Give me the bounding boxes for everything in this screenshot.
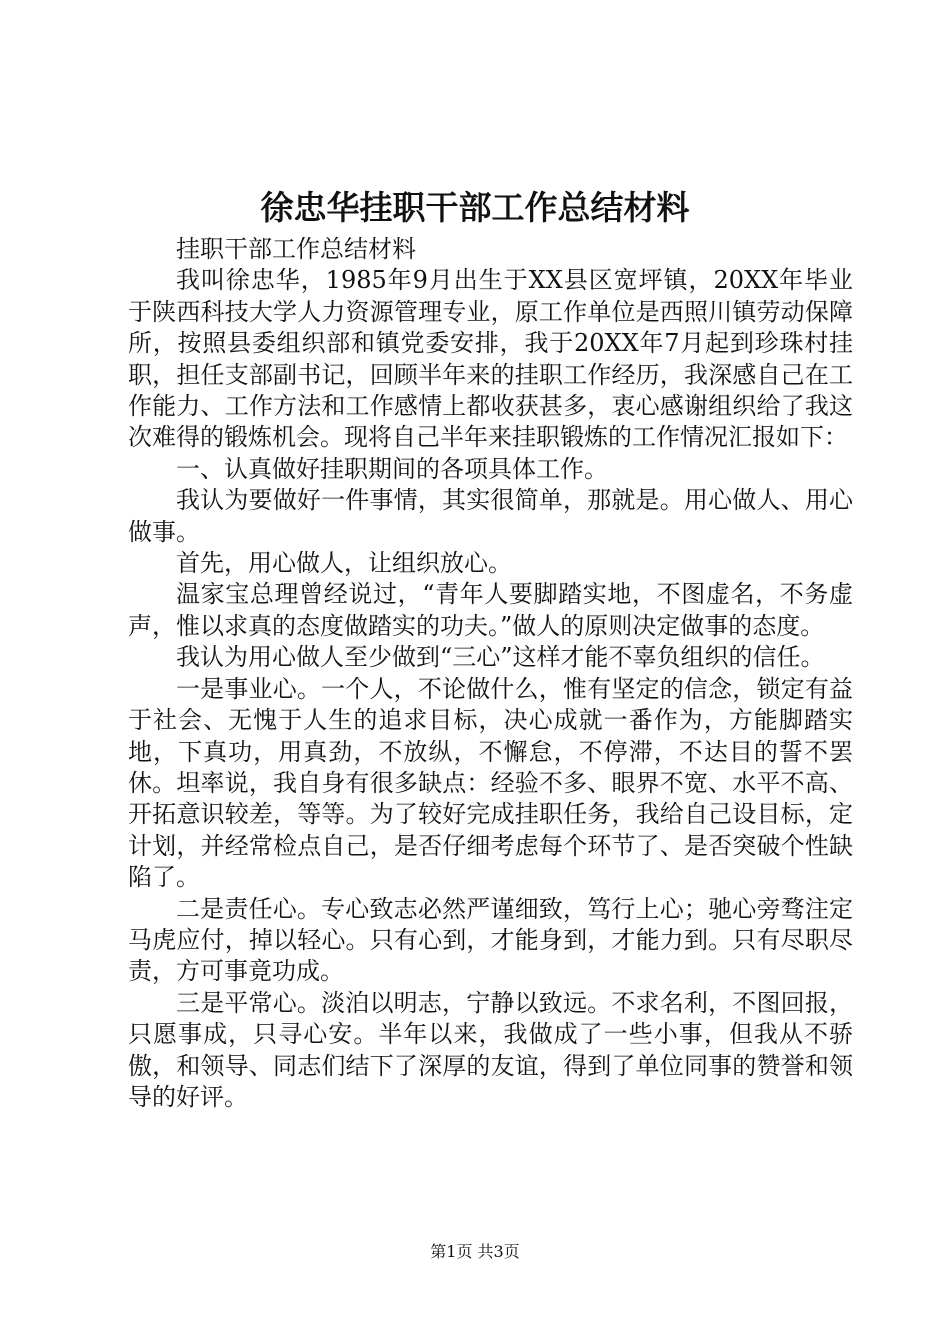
paragraph: 一是事业心。一个人，不论做什么，惟有坚定的信念，锁定有益于社会、无愧于人生的追求目标，决心成就一番作为，方能脚踏实地，下真功，用真劲，不放纵，不懈怠，不停滞，不达目的誓不罢休。坦率说，我自身有很多缺点：经验不多、眼界不宽、水平不高、开拓意识较差，等等。为了较好完成挂职任务，我给自己设目标，定计划，并经常检点自己，是否仔细考虑每个环节了、是否突破个性缺陷了。 — [128, 674, 853, 892]
paragraph: 二是责任心。专心致志必然严谨细致，笃行上心；驰心旁骛注定马虎应付，掉以轻心。只有心到，才能身到，才能力到。只有尽职尽责，方可事竟功成。 — [128, 894, 853, 986]
section-heading-1: 一、认真做好挂职期间的各项具体工作。 — [176, 454, 608, 483]
paragraph-introduction: 我叫徐忠华，1985年9月出生于XX县区宽坪镇，20XX年毕业于陕西科技大学人力资源管理专业，原工作单位是西照川镇劳动保障所，按照县委组织部和镇党委安排，我于20XX年7月起到珍珠村挂职，担任支部副书记，回顾半年来的挂职工作经历，我深感自己在工作能力、工作方法和工作感情上都收获甚多，衷心感谢组织给了我这次难得的锻炼机会。现将自己半年来挂职锻炼的工作情况汇报如下： — [128, 266, 853, 452]
paragraph: 首先，用心做人，让组织放心。 — [176, 549, 512, 578]
paragraph: 温家宝总理曾经说过，“青年人要脚踏实地，不图虚名，不务虚声，惟以求真的态度做踏实的功夫。”做人的原则决定做事的态度。 — [128, 580, 853, 640]
document-title: 徐忠华挂职干部工作总结材料 — [260, 188, 690, 227]
paragraph: 三是平常心。淡泊以明志，宁静以致远。不求名利，不图回报，只愿事成，只寻心安。半年以来，我做成了一些小事，但我从不骄傲，和领导、同志们结下了深厚的友谊，得到了单位同事的赞誉和领导的好评。 — [128, 988, 853, 1111]
page-number-footer: 第1页 共3页 — [430, 1242, 520, 1261]
document-body — [128, 234, 853, 1113]
paragraph: 我认为用心做人至少做到“三心”这样才能不辜负组织的信任。 — [176, 643, 825, 672]
document-subtitle: 挂职干部工作总结材料 — [176, 235, 416, 263]
paragraph: 我认为要做好一件事情，其实很简单，那就是。用心做人、用心做事。 — [128, 486, 853, 546]
